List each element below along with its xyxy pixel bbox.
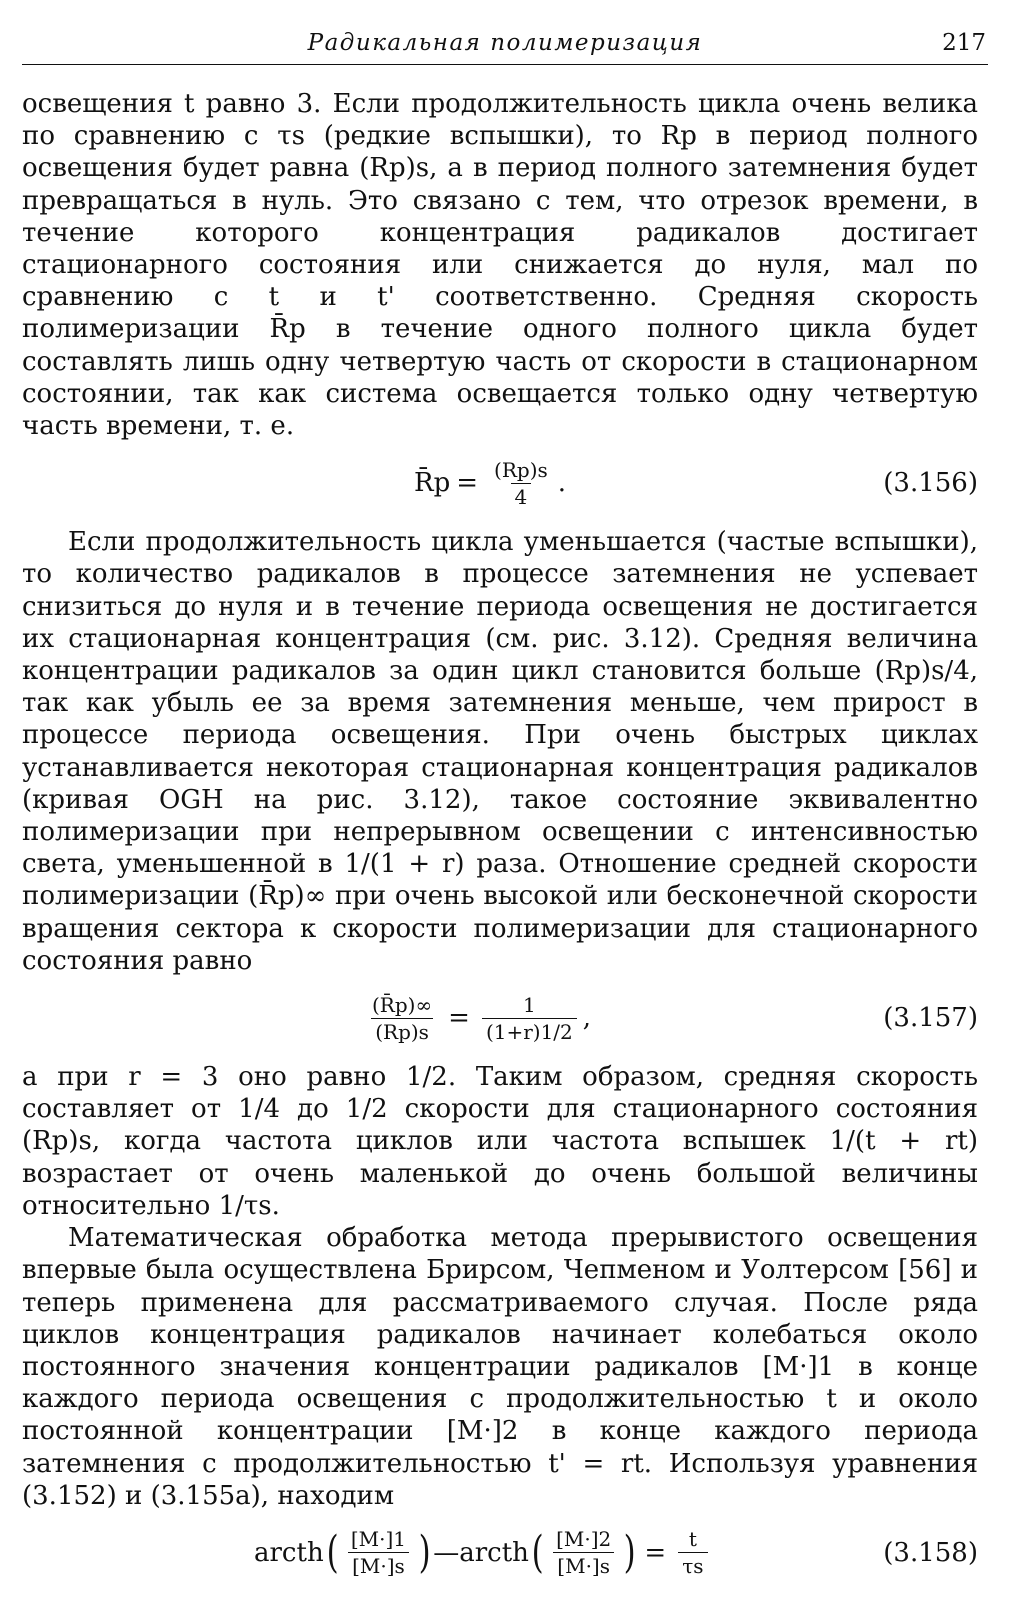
equation-expression bbox=[362, 983, 591, 1053]
eq-rhs-fraction bbox=[482, 992, 577, 1045]
eq-a-denominator: [M·]s bbox=[348, 1552, 409, 1579]
eq-numerator: (Rp)s bbox=[494, 457, 548, 482]
eq-b-numerator: [M·]2 bbox=[556, 1527, 612, 1552]
header-rule bbox=[22, 64, 988, 65]
running-header bbox=[22, 18, 988, 58]
eq-fraction-c bbox=[678, 1526, 707, 1579]
eq-equals: = bbox=[448, 1002, 470, 1033]
eq-denominator: 4 bbox=[511, 483, 532, 510]
eq-a-numerator: [M·]1 bbox=[350, 1527, 407, 1552]
eq-c-denominator: τs bbox=[678, 1552, 707, 1579]
eq-c-numerator: t bbox=[688, 1527, 697, 1552]
equation-expression bbox=[414, 448, 566, 518]
equation-number: (3.156) bbox=[883, 468, 978, 499]
page-number: 217 bbox=[942, 30, 986, 56]
left-paren: ( bbox=[326, 1526, 339, 1578]
eq-fraction-a bbox=[347, 1526, 410, 1579]
equation-expression bbox=[254, 1518, 714, 1588]
eq-trail: . bbox=[557, 468, 567, 499]
eq-minus: — bbox=[433, 1537, 460, 1568]
eq-lhs-denominator: (Rp)s bbox=[371, 1018, 433, 1045]
eq-function-2: arcth bbox=[459, 1537, 529, 1568]
equation-3-157 bbox=[22, 983, 978, 1053]
equation-3-156 bbox=[22, 448, 978, 518]
eq-trail: , bbox=[582, 1002, 592, 1033]
eq-rhs-denominator: (1+r)1/2 bbox=[482, 1018, 577, 1045]
equation-number: (3.157) bbox=[883, 1002, 978, 1033]
paragraph-3: а при r = 3 оно равно 1/2. Таким образом, средняя скорость составляет от 1/4 до 1/2 скорости для стационарного состояния (Rp)s, когда частота циклов или частота вспышек 1/(t + rt) возрастает от очень маленькой до очень большой величины относительно 1/τs. bbox=[22, 1062, 978, 1221]
eq-fraction bbox=[490, 457, 552, 510]
eq-function-1: arcth bbox=[254, 1537, 324, 1568]
eq-rhs-numerator: 1 bbox=[522, 992, 536, 1017]
eq-lhs-fraction bbox=[368, 992, 436, 1045]
paragraph-4: Математическая обработка метода прерывистого освещения впервые была осуществлена Брирсом, Чепменом и Уолтерсом [56] и теперь применена для рассматриваемого случая. После ряда циклов концентрация радикалов начинает колебаться около постоянного значения концентрации радикалов [M·]1 в конце каждого периода освещения с продолжительностью t и около постоянной концентрации [M·]2 в конце каждого периода затемнения с продолжительностью t' = rt. Используя уравнения (3.152) и (3.155a), находим bbox=[22, 1223, 978, 1511]
paragraph-2: Если продолжительность цикла уменьшается (частые вспышки), то количество радикалов в процессе затемнения не успевает снизиться до нуля и в течение периода освещения не достигается их стационарная концентрация (см. рис. 3.12). Средняя величина концентрации радикалов за один цикл становится больше (Rp)s/4, так как убыль ее за время затемнения меньше, чем прирост в процессе периода освещения. При очень быстрых циклах устанавливается некоторая стационарная концентрация радикалов (кривая OGH на рис. 3.12), такое состояние эквивалентно полимеризации при непрерывном освещении с интенсивностью света, уменьшенной в 1/(1 + r) раза. Отношение средней скорости полимеризации (R̄p)∞ при очень высокой или бесконечной скорости вращения сектора к скорости полимеризации для стационарного состояния равно bbox=[22, 527, 978, 976]
eq-lhs: R̄p bbox=[414, 468, 451, 499]
left-paren: ( bbox=[531, 1526, 544, 1578]
running-title: Радикальная полимеризация bbox=[307, 30, 703, 56]
eq-b-denominator: [M·]s bbox=[553, 1552, 614, 1579]
equation-number: (3.158) bbox=[883, 1537, 978, 1568]
right-paren: ) bbox=[623, 1526, 636, 1578]
page-body bbox=[22, 88, 978, 1596]
equation-3-158 bbox=[22, 1518, 978, 1588]
paragraph-1: освещения t равно 3. Если продолжительность цикла очень велика по сравнению с τs (редкие вспышки), то Rp в период полного освещения будет равна (Rp)s, а в период полного затемнения будет превращаться в нуль. Это связано с тем, что отрезок времени, в течение которого концентрация радикалов достигает стационарного состояния или снижается до нуля, мал по сравнению с t и t' соответственно. Средняя скорость полимеризации R̄p в течение одного полного цикла будет составлять лишь одну четвертую часть от скорости в стационарном состоянии, так как система освещается только одну четвертую часть времени, т. е. bbox=[22, 89, 978, 442]
eq-fraction-b bbox=[552, 1526, 615, 1579]
eq-equals: = bbox=[456, 468, 479, 499]
eq-equals: = bbox=[644, 1537, 667, 1568]
eq-lhs-numerator: (R̄p)∞ bbox=[372, 992, 433, 1017]
right-paren: ) bbox=[418, 1526, 431, 1578]
